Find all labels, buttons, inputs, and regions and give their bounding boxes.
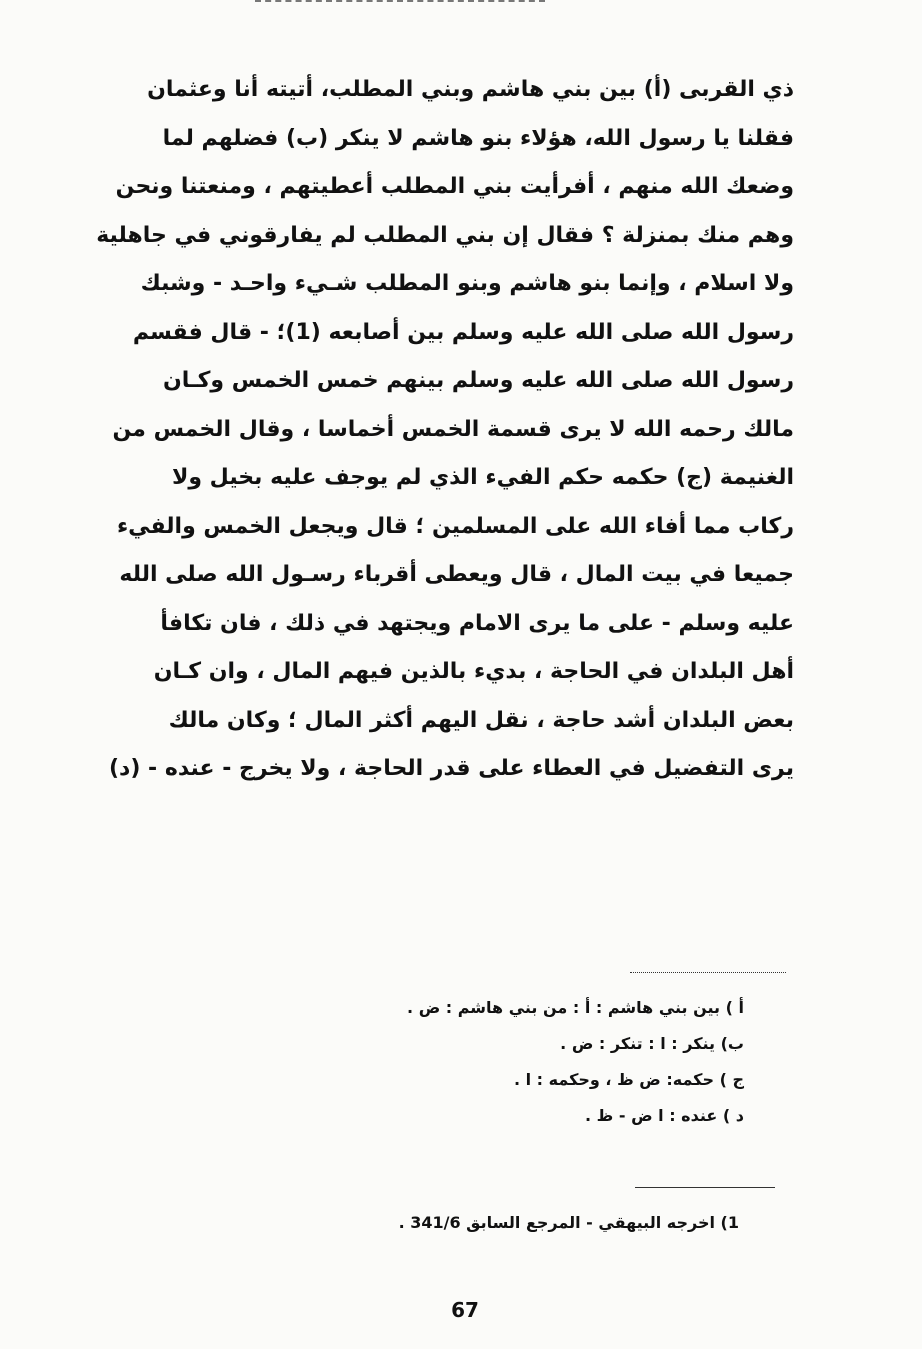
page-number: 67 xyxy=(451,1298,479,1322)
variant-note: أ ) بين بني هاشم : أ : من بني هاشم : ض . xyxy=(407,998,744,1017)
variant-note: ب) ينكر : ا : تنكر : ض . xyxy=(560,1034,744,1053)
text-line: عليه وسلم - على ما يرى الامام ويجتهد في ذلك ، فان تكافأ xyxy=(160,610,794,636)
footnote-separator xyxy=(635,1187,775,1188)
variant-notes xyxy=(324,990,744,1134)
text-line: فقلنا يا رسول الله، هؤلاء بنو هاشم لا ينكر (ب) فضلهم لما xyxy=(162,125,794,151)
text-line: ولا اسلام ، وإنما بنو هاشم وبنو المطلب شـيء واحـد - وشبك xyxy=(140,271,794,296)
text-line: مالك رحمه الله لا يرى قسمة الخمس أخماسا ، وقال الخمس من xyxy=(112,416,794,442)
text-line: أهل البلدان في الحاجة ، بديء بالذين فيهم المال ، وان كـان xyxy=(153,659,794,684)
main-text-block xyxy=(96,66,794,794)
variant-note: د ) عنده : ا ض - ظ . xyxy=(585,1106,744,1125)
text-line: يرى التفضيل في العطاء على قدر الحاجة ، ولا يخرج - عنده - (د) xyxy=(108,756,794,781)
reference-notes xyxy=(299,1205,739,1241)
text-line: الغنيمة (ج) حكمه حكم الفيء الذي لم يوجف عليه بخيل ولا xyxy=(171,465,794,490)
text-line: ذي القربى (أ) بين بني هاشم وبني المطلب، أتيته أنا وعثمان xyxy=(147,77,794,102)
text-line: بعض البلدان أشد حاجة ، نقل اليهم أكثر المال ؛ وكان مالك xyxy=(168,707,794,733)
variant-notes-separator xyxy=(630,972,786,973)
top-dashed-border xyxy=(255,0,545,2)
text-line: جميعا في بيت المال ، قال ويعطى أقرباء رسـول الله صلى الله xyxy=(119,562,794,587)
text-line: وضعك الله منهم ، أفرأيت بني المطلب أعطيتهم ، ومنعتنا ونحن xyxy=(115,174,794,199)
text-line: وهم منك بمنزلة ؟ فقال إن بني المطلب لم يفارقوني في جاهلية xyxy=(96,222,794,248)
text-line: رسول الله صلى الله عليه وسلم بين أصابعه (1)؛ - قال فقسم xyxy=(132,319,794,345)
variant-note: ج ) حكمه: ض ظ ، وحكمه : ا . xyxy=(513,1070,744,1089)
reference-note: 1) اخرجه البيهقي - المرجع السابق 341/6 . xyxy=(398,1213,739,1232)
text-line: رسول الله صلى الله عليه وسلم بينهم خمس الخمس وكـان xyxy=(163,368,794,393)
text-line: ركاب مما أفاء الله على المسلمين ؛ قال ويجعل الخمس والفيء xyxy=(116,513,794,539)
